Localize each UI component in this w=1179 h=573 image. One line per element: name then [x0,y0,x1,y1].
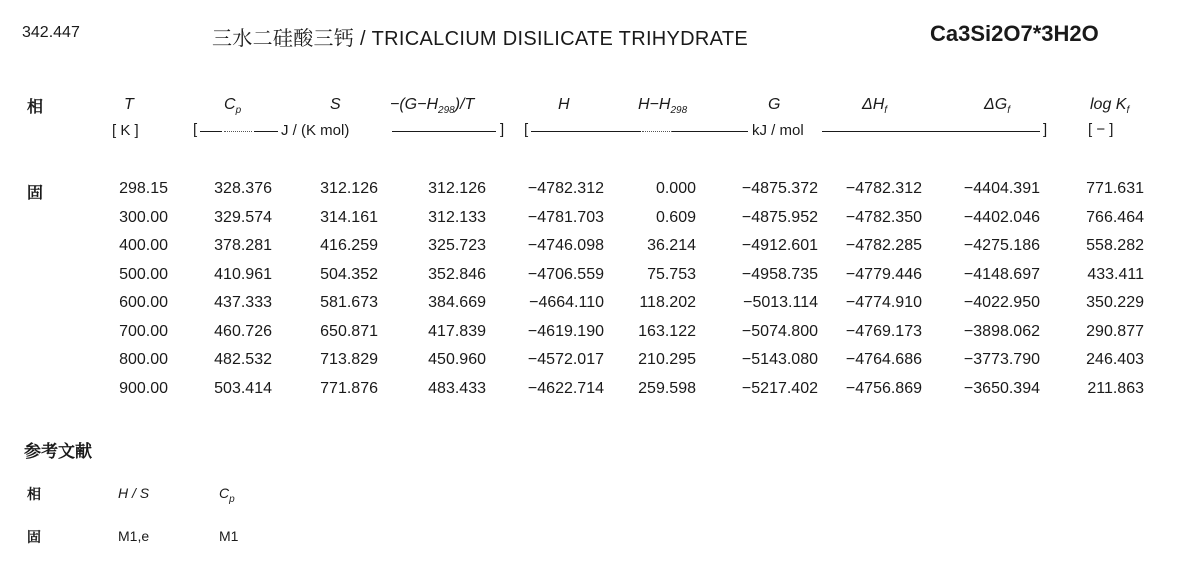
cell-logK: 771.631 [1086,180,1144,197]
ref-col-Cp: $C_p$ [219,485,235,505]
cell-Cp: 329.574 [214,208,272,226]
cell-Cp: 503.414 [214,379,272,397]
cell-HH: 118.202 [639,294,696,311]
cell-T: 400.00 [119,237,168,254]
cell-G: −5217.402 [741,379,818,397]
table-row [0,380,1179,404]
cell-dGf: −4404.391 [963,180,1040,197]
cell-dGf: −3773.790 [963,351,1040,368]
cell-dHf: −4774.910 [845,294,922,311]
cell-GH: 312.126 [428,180,486,197]
unit-rule-dotted [224,131,252,133]
table-row [0,294,1179,318]
col-header-Cp: $C_p$ [224,96,242,117]
cell-logK: 558.282 [1086,237,1144,254]
table-row [0,351,1179,375]
cell-T: 700.00 [119,322,168,340]
ref-HS-source: M1,e [118,528,150,544]
cell-dGf: −3650.394 [963,379,1040,397]
cell-HH: 75.753 [647,265,696,283]
cell-GH: 352.846 [428,265,486,283]
unit-rule-dotted [642,131,672,133]
chemical-formula: Ca3Si2O7*3H2O [930,21,1099,46]
cell-H: −4706.559 [527,265,604,283]
ref-Cp-source: M1 [219,528,239,544]
col-header-GH: $-(G-H_{298})/T$ [390,96,475,117]
col-header-G: G [768,96,781,113]
ref-phase-header: 相 [27,486,41,502]
col-header-T: T [124,96,134,113]
cell-H: −4746.098 [527,237,604,254]
cell-S: 771.876 [320,379,378,397]
unit-kJ: kJ / mol [752,122,804,139]
cell-G: −5143.080 [741,351,818,368]
cell-T: 300.00 [119,208,168,226]
col-header-H: H [558,96,570,113]
ref-phase: 固 [27,529,41,545]
cell-G: −5074.800 [741,322,818,340]
cell-G: −4875.952 [741,208,818,226]
phase-label-solid: 固 [27,185,44,202]
cell-S: 581.673 [320,294,378,311]
cell-Cp: 482.532 [214,351,272,368]
cell-T: 500.00 [119,265,168,283]
cell-T: 600.00 [119,294,168,311]
col-header-dHf: $\Delta H_f$ [862,96,888,117]
cell-logK: 211.863 [1087,379,1144,397]
cell-HH: 259.598 [638,379,696,397]
cell-Cp: 410.961 [214,265,272,283]
cell-S: 314.161 [320,208,378,226]
cell-S: 713.829 [320,351,378,368]
cell-GH: 384.669 [428,294,486,311]
cell-dGf: −4275.186 [963,237,1040,254]
cell-S: 650.871 [320,322,378,340]
cell-logK: 290.877 [1086,322,1144,340]
cell-Cp: 460.726 [214,322,272,340]
cell-dHf: −4779.446 [845,265,922,283]
table-row [0,323,1179,347]
bracket-close-kJ: ] [1043,121,1048,138]
cell-G: −5013.114 [743,294,818,311]
cell-dGf: −4148.697 [963,265,1040,283]
cell-G: −4875.372 [741,180,818,197]
page-title: 三水二硅酸三钙 / TRICALCIUM DISILICATE TRIHYDRATE [212,28,748,50]
ref-col-HS: H / S [118,485,150,501]
cell-S: 416.259 [320,237,378,254]
cell-HH: 163.122 [638,322,696,340]
col-header-logK: $\log K_f$ [1090,96,1130,117]
cell-HH: 210.295 [638,351,696,368]
unit-T: [ K ] [112,122,139,139]
cell-dHf: −4764.686 [845,351,922,368]
unit-rule [392,131,496,132]
cell-dGf: −4022.950 [963,294,1040,311]
table-row [0,180,1179,204]
cell-T: 298.15 [119,180,168,197]
unit-rule [254,131,278,132]
cell-dGf: −4402.046 [963,208,1040,226]
col-header-dGf: $\Delta G_f$ [984,96,1010,117]
cell-S: 504.352 [320,265,378,283]
cell-dHf: −4782.350 [845,208,922,226]
bracket-open-J: [ [193,121,198,138]
unit-rule [200,131,222,132]
cell-dHf: −4782.312 [845,180,922,197]
col-header-S: S [330,96,341,113]
cell-GH: 417.839 [428,322,486,340]
cell-GH: 325.723 [428,237,486,254]
unit-logK: [ − ] [1088,121,1114,138]
cell-logK: 433.411 [1087,265,1144,283]
cell-GH: 450.960 [428,351,486,368]
unit-rule [822,131,1040,132]
cell-Cp: 328.376 [214,180,272,197]
cell-GH: 312.133 [428,208,486,226]
cell-T: 800.00 [119,351,168,368]
cell-dHf: −4782.285 [845,237,922,254]
cell-HH: 0.609 [655,208,696,226]
cell-GH: 483.433 [428,379,486,397]
cell-T: 900.00 [119,379,168,397]
molecular-weight: 342.447 [22,24,80,41]
bracket-open-kJ: [ [524,121,529,138]
cell-Cp: 378.281 [214,237,272,254]
bracket-close-J: ] [500,121,505,138]
unit-J: J / (K mol) [281,122,350,139]
unit-rule [531,131,641,132]
cell-H: −4622.714 [527,379,604,397]
references-title: 参考文献 [24,442,92,461]
cell-logK: 246.403 [1086,351,1144,368]
table-row [0,237,1179,261]
col-header-HH: $H-H_{298}$ [638,96,688,117]
unit-rule [672,131,748,132]
table-row [0,209,1179,233]
cell-H: −4781.703 [527,208,604,226]
cell-Cp: 437.333 [214,294,272,311]
cell-H: −4664.110 [529,294,604,311]
cell-dHf: −4756.869 [845,379,922,397]
cell-H: −4619.190 [527,322,604,340]
cell-G: −4912.601 [741,237,818,254]
cell-HH: 0.000 [655,180,696,197]
cell-H: −4782.312 [527,180,604,197]
cell-G: −4958.735 [741,265,818,283]
phase-column-header: 相 [27,99,44,116]
cell-H: −4572.017 [527,351,604,368]
cell-HH: 36.214 [647,237,696,254]
cell-S: 312.126 [320,180,378,197]
cell-logK: 350.229 [1086,294,1144,311]
cell-dHf: −4769.173 [845,322,922,340]
cell-logK: 766.464 [1086,208,1144,226]
cell-dGf: −3898.062 [963,322,1040,340]
table-row [0,266,1179,290]
